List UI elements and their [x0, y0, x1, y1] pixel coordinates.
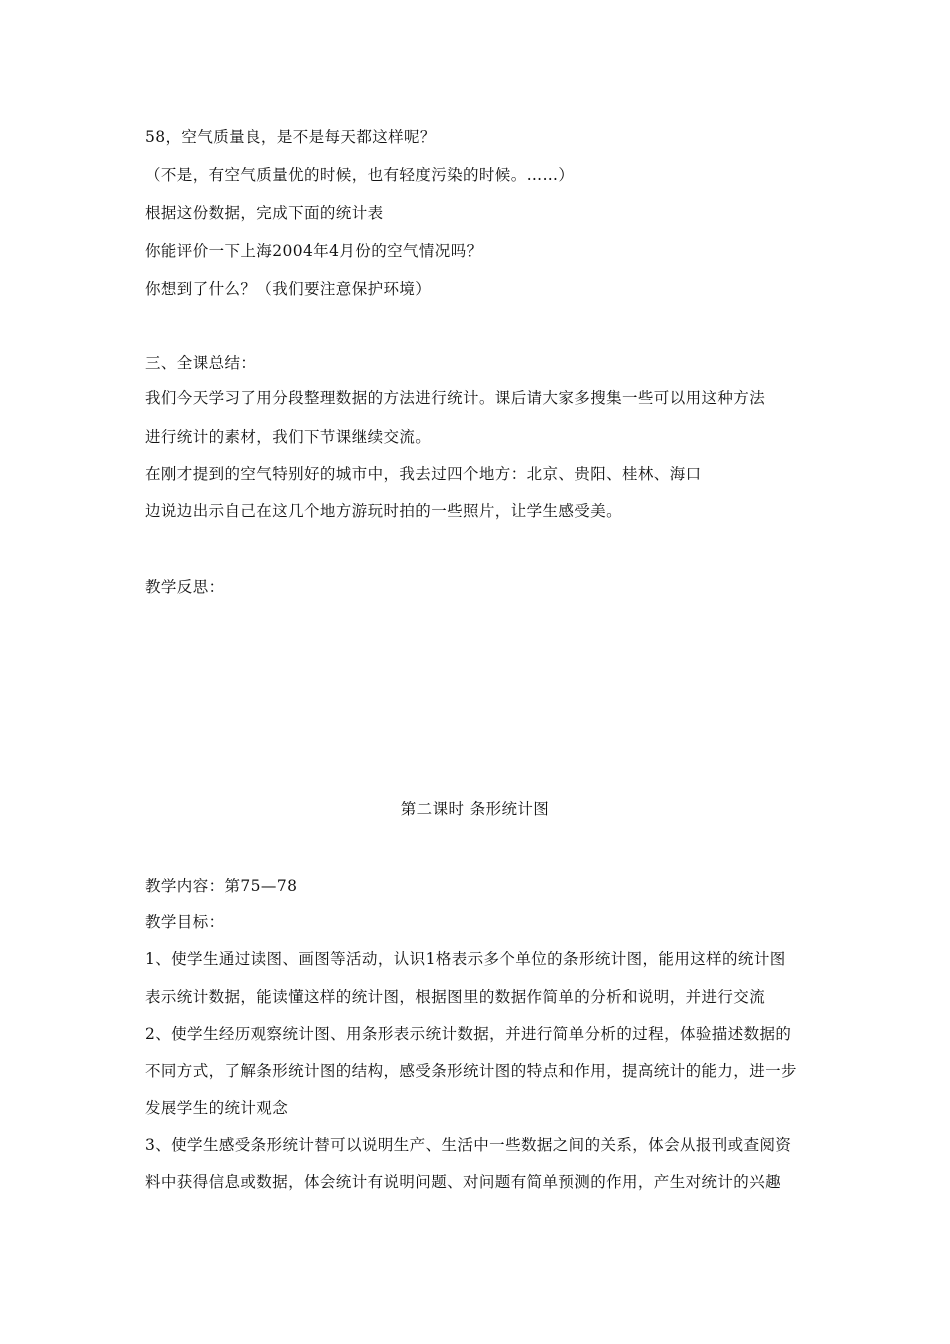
paragraph-line: 表示统计数据，能读懂这样的统计图，根据图里的数据作简单的分析和说明，并进行交流 — [145, 988, 766, 1006]
paragraph-line: 我们今天学习了用分段整理数据的方法进行统计。课后请大家多搜集一些可以用这种方法 — [145, 389, 766, 407]
reflection-heading: 教学反思： — [145, 578, 225, 596]
paragraph-line: 1、使学生通过读图、画图等活动，认识1格表示多个单位的条形统计图，能用这样的统计图 — [145, 950, 786, 968]
lesson-title: 第二课时 条形统计图 — [400, 800, 550, 818]
teaching-content: 教学内容：第75—78 — [145, 877, 298, 895]
paragraph-line: 边说边出示自己在这几个地方游玩时拍的一些照片，让学生感受美。 — [145, 502, 623, 520]
paragraph-line: 发展学生的统计观念 — [145, 1099, 289, 1117]
paragraph-line: 2、使学生经历观察统计图、用条形表示统计数据，并进行简单分析的过程，体验描述数据的 — [145, 1025, 792, 1043]
paragraph-line: 在刚才提到的空气特别好的城市中，我去过四个地方：北京、贵阳、桂林、海口 — [145, 465, 702, 483]
paragraph-line: 进行统计的素材，我们下节课继续交流。 — [145, 428, 432, 446]
summary-heading: 三、全课总结： — [145, 354, 257, 372]
paragraph-line: 3、使学生感受条形统计替可以说明生产、生活中一些数据之间的关系，体会从报刊或查阅资 — [145, 1136, 792, 1154]
goals-heading: 教学目标： — [145, 913, 225, 931]
paragraph-line: 不同方式，了解条形统计图的结构，感受条形统计图的特点和作用，提高统计的能力，进一步 — [145, 1062, 797, 1080]
paragraph-line: 你想到了什么？（我们要注意保护环境） — [145, 280, 432, 298]
paragraph-line: （不是，有空气质量优的时候，也有轻度污染的时候。……） — [145, 166, 575, 184]
paragraph-line: 料中获得信息或数据，体会统计有说明问题、对问题有简单预测的作用，产生对统计的兴趣 — [145, 1173, 782, 1191]
paragraph-line: 根据这份数据，完成下面的统计表 — [145, 204, 384, 222]
paragraph-line: 58，空气质量良，是不是每天都这样呢？ — [145, 128, 436, 146]
paragraph-line: 你能评价一下上海2004年4月份的空气情况吗？ — [145, 242, 483, 260]
